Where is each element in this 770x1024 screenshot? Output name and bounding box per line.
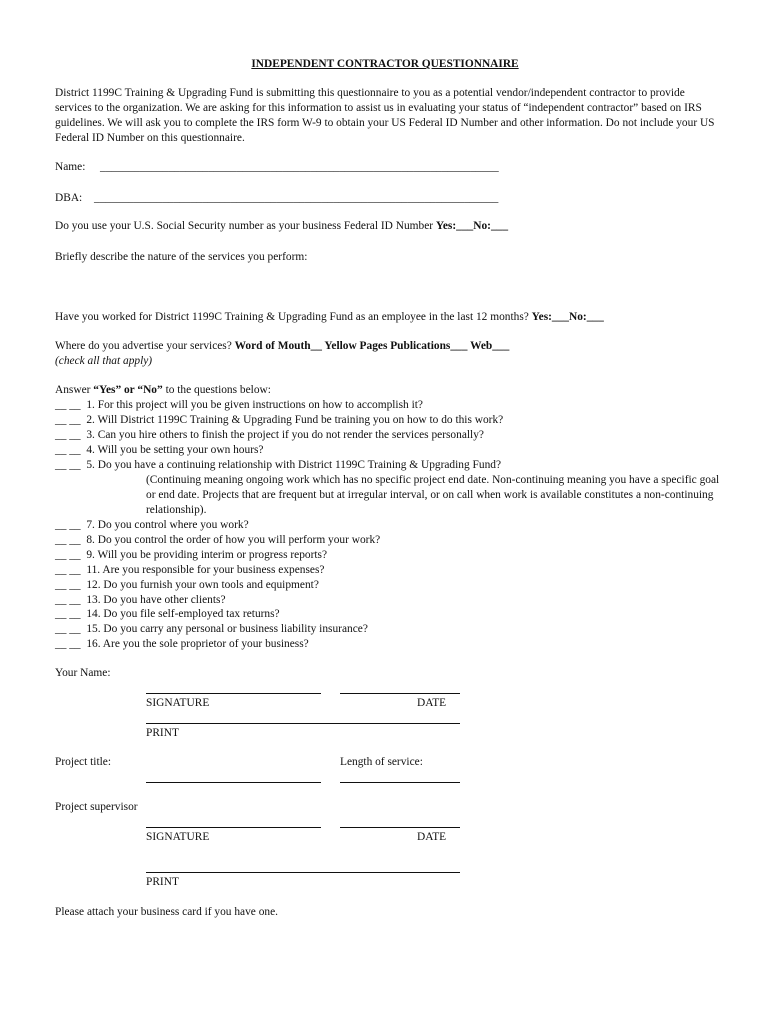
answer-blanks[interactable]: __ __ <box>55 623 81 635</box>
advertise-row <box>55 339 509 354</box>
question-text: 5. Do you have a continuing relationship with District 1199C Training & Upgrading Fund? <box>86 459 502 471</box>
services-question: Briefly describe the nature of the services you perform: <box>55 251 308 263</box>
question-text: 14. Do you file self-employed tax returns? <box>86 608 280 620</box>
date-caption: DATE <box>417 697 447 709</box>
advertise-question: Where do you advertise your services? <box>55 340 232 352</box>
employee-no-blank[interactable]: No:___ <box>569 311 604 323</box>
question-row <box>55 458 501 473</box>
answer-blanks[interactable]: __ __ <box>55 429 81 441</box>
answer-blanks[interactable]: __ __ <box>55 608 81 620</box>
question-row <box>55 548 327 563</box>
document-title: INDEPENDENT CONTRACTOR QUESTIONNAIRE <box>251 58 519 70</box>
question-row <box>55 578 319 593</box>
your-date-line[interactable] <box>340 693 460 694</box>
question-text: 4. Will you be setting your own hours? <box>86 444 264 456</box>
project-supervisor-label: Project supervisor <box>55 801 138 813</box>
question-text: 12. Do you furnish your own tools and equipment? <box>86 579 319 591</box>
question-text: 15. Do you carry any personal or business liability insurance? <box>86 623 368 635</box>
question-text: 2. Will District 1199C Training & Upgrading Fund be training you on how to do this work? <box>86 414 504 426</box>
question-text: 11. Are you responsible for your business expenses? <box>86 564 325 576</box>
answer-blanks[interactable]: __ __ <box>55 519 81 531</box>
answer-blanks[interactable]: __ __ <box>55 594 81 606</box>
name-label: Name: <box>55 161 86 173</box>
question-text: 8. Do you control the order of how you will perform your work? <box>86 534 381 546</box>
question-row <box>55 428 484 443</box>
question-text: 1. For this project will you be given instructions on how to accomplish it? <box>86 399 423 411</box>
project-title-line[interactable] <box>146 782 321 783</box>
answer-blanks[interactable]: __ __ <box>55 549 81 561</box>
supervisor-date-line[interactable] <box>340 827 460 828</box>
answer-intro-pre: Answer <box>55 384 91 396</box>
dba-label: DBA: <box>55 192 83 204</box>
question-row <box>55 622 368 637</box>
question-row <box>55 593 226 608</box>
answer-intro <box>55 383 271 398</box>
your-print-line[interactable] <box>146 723 460 724</box>
your-signature-line[interactable] <box>146 693 321 694</box>
question-row <box>55 563 324 578</box>
question-row <box>55 443 263 458</box>
employee-question-row <box>55 310 604 325</box>
intro-paragraph: District 1199C Training & Upgrading Fund is submitting this questionnaire to you as a potential vendor/independent contractor to provide services to the organization. We are asking for this information to assist us in evaluating your status of “independent contractor” based on IRS guidelines. We will ask you to complete the IRS form W-9 to obtain your US Federal ID Number and other information. Do not include your US Federal ID Number on this questionnaire. <box>55 87 715 144</box>
name-field-line[interactable]: ______________________________________________________________________ <box>100 161 499 173</box>
answer-blanks[interactable]: __ __ <box>55 638 81 650</box>
employee-question: Have you worked for District 1199C Training & Upgrading Fund as an employee in the last 12 months? <box>55 311 529 323</box>
question-text: 9. Will you be providing interim or progress reports? <box>86 549 328 561</box>
ssn-question: Do you use your U.S. Social Security number as your business Federal ID Number <box>55 220 434 232</box>
answer-blanks[interactable]: __ __ <box>55 579 81 591</box>
question-text: 7. Do you control where you work? <box>86 519 249 531</box>
length-of-service-line[interactable] <box>340 782 460 783</box>
answer-blanks[interactable]: __ __ <box>55 564 81 576</box>
answer-intro-bold: “Yes” or “No” <box>93 384 163 396</box>
question-row <box>55 413 503 428</box>
length-of-service-label: Length of service: <box>340 756 423 768</box>
advertise-options[interactable]: Word of Mouth__ Yellow Pages Publications___ Web___ <box>234 340 510 352</box>
question-row <box>55 607 280 622</box>
supervisor-print-line[interactable] <box>146 872 460 873</box>
question-text: 3. Can you hire others to finish the project if you do not render the services personally? <box>86 429 484 441</box>
print-caption: PRINT <box>146 727 179 739</box>
answer-blanks[interactable]: __ __ <box>55 399 81 411</box>
supervisor-signature-caption: SIGNATURE <box>146 831 210 843</box>
answer-blanks[interactable]: __ __ <box>55 444 81 456</box>
ssn-no-blank[interactable]: No:___ <box>473 220 509 232</box>
supervisor-signature-line[interactable] <box>146 827 321 828</box>
ssn-yes-blank[interactable]: Yes:___ <box>435 220 474 232</box>
answer-blanks[interactable]: __ __ <box>55 459 81 471</box>
question-row <box>55 637 309 652</box>
question-row <box>55 533 380 548</box>
footer-note: Please attach your business card if you have one. <box>55 906 278 918</box>
project-title-label: Project title: <box>55 756 111 768</box>
supervisor-date-caption: DATE <box>417 831 447 843</box>
supervisor-print-caption: PRINT <box>146 876 179 888</box>
answer-intro-post: to the questions below: <box>165 384 271 396</box>
question-row <box>55 518 249 533</box>
q5-continuing-note: (Continuing meaning ongoing work which has no specific project end date. Non-continuing meaning you have a specific goal or end date. Projects that are frequent but at irregular interval, or on call when work is available constitutes a non-continuing relationship). <box>146 474 720 516</box>
answer-blanks[interactable]: __ __ <box>55 414 81 426</box>
your-name-label: Your Name: <box>55 667 111 679</box>
question-text: 16. Are you the sole proprietor of your business? <box>86 638 309 650</box>
question-text: 13. Do you have other clients? <box>86 594 226 606</box>
question-row <box>55 398 423 413</box>
employee-yes-blank[interactable]: Yes:___ <box>531 311 570 323</box>
dba-field-line[interactable]: _______________________________________________________________________ <box>94 192 499 204</box>
signature-caption: SIGNATURE <box>146 697 210 709</box>
ssn-question-row <box>55 219 508 234</box>
answer-blanks[interactable]: __ __ <box>55 534 81 546</box>
advertise-note: (check all that apply) <box>55 355 153 367</box>
